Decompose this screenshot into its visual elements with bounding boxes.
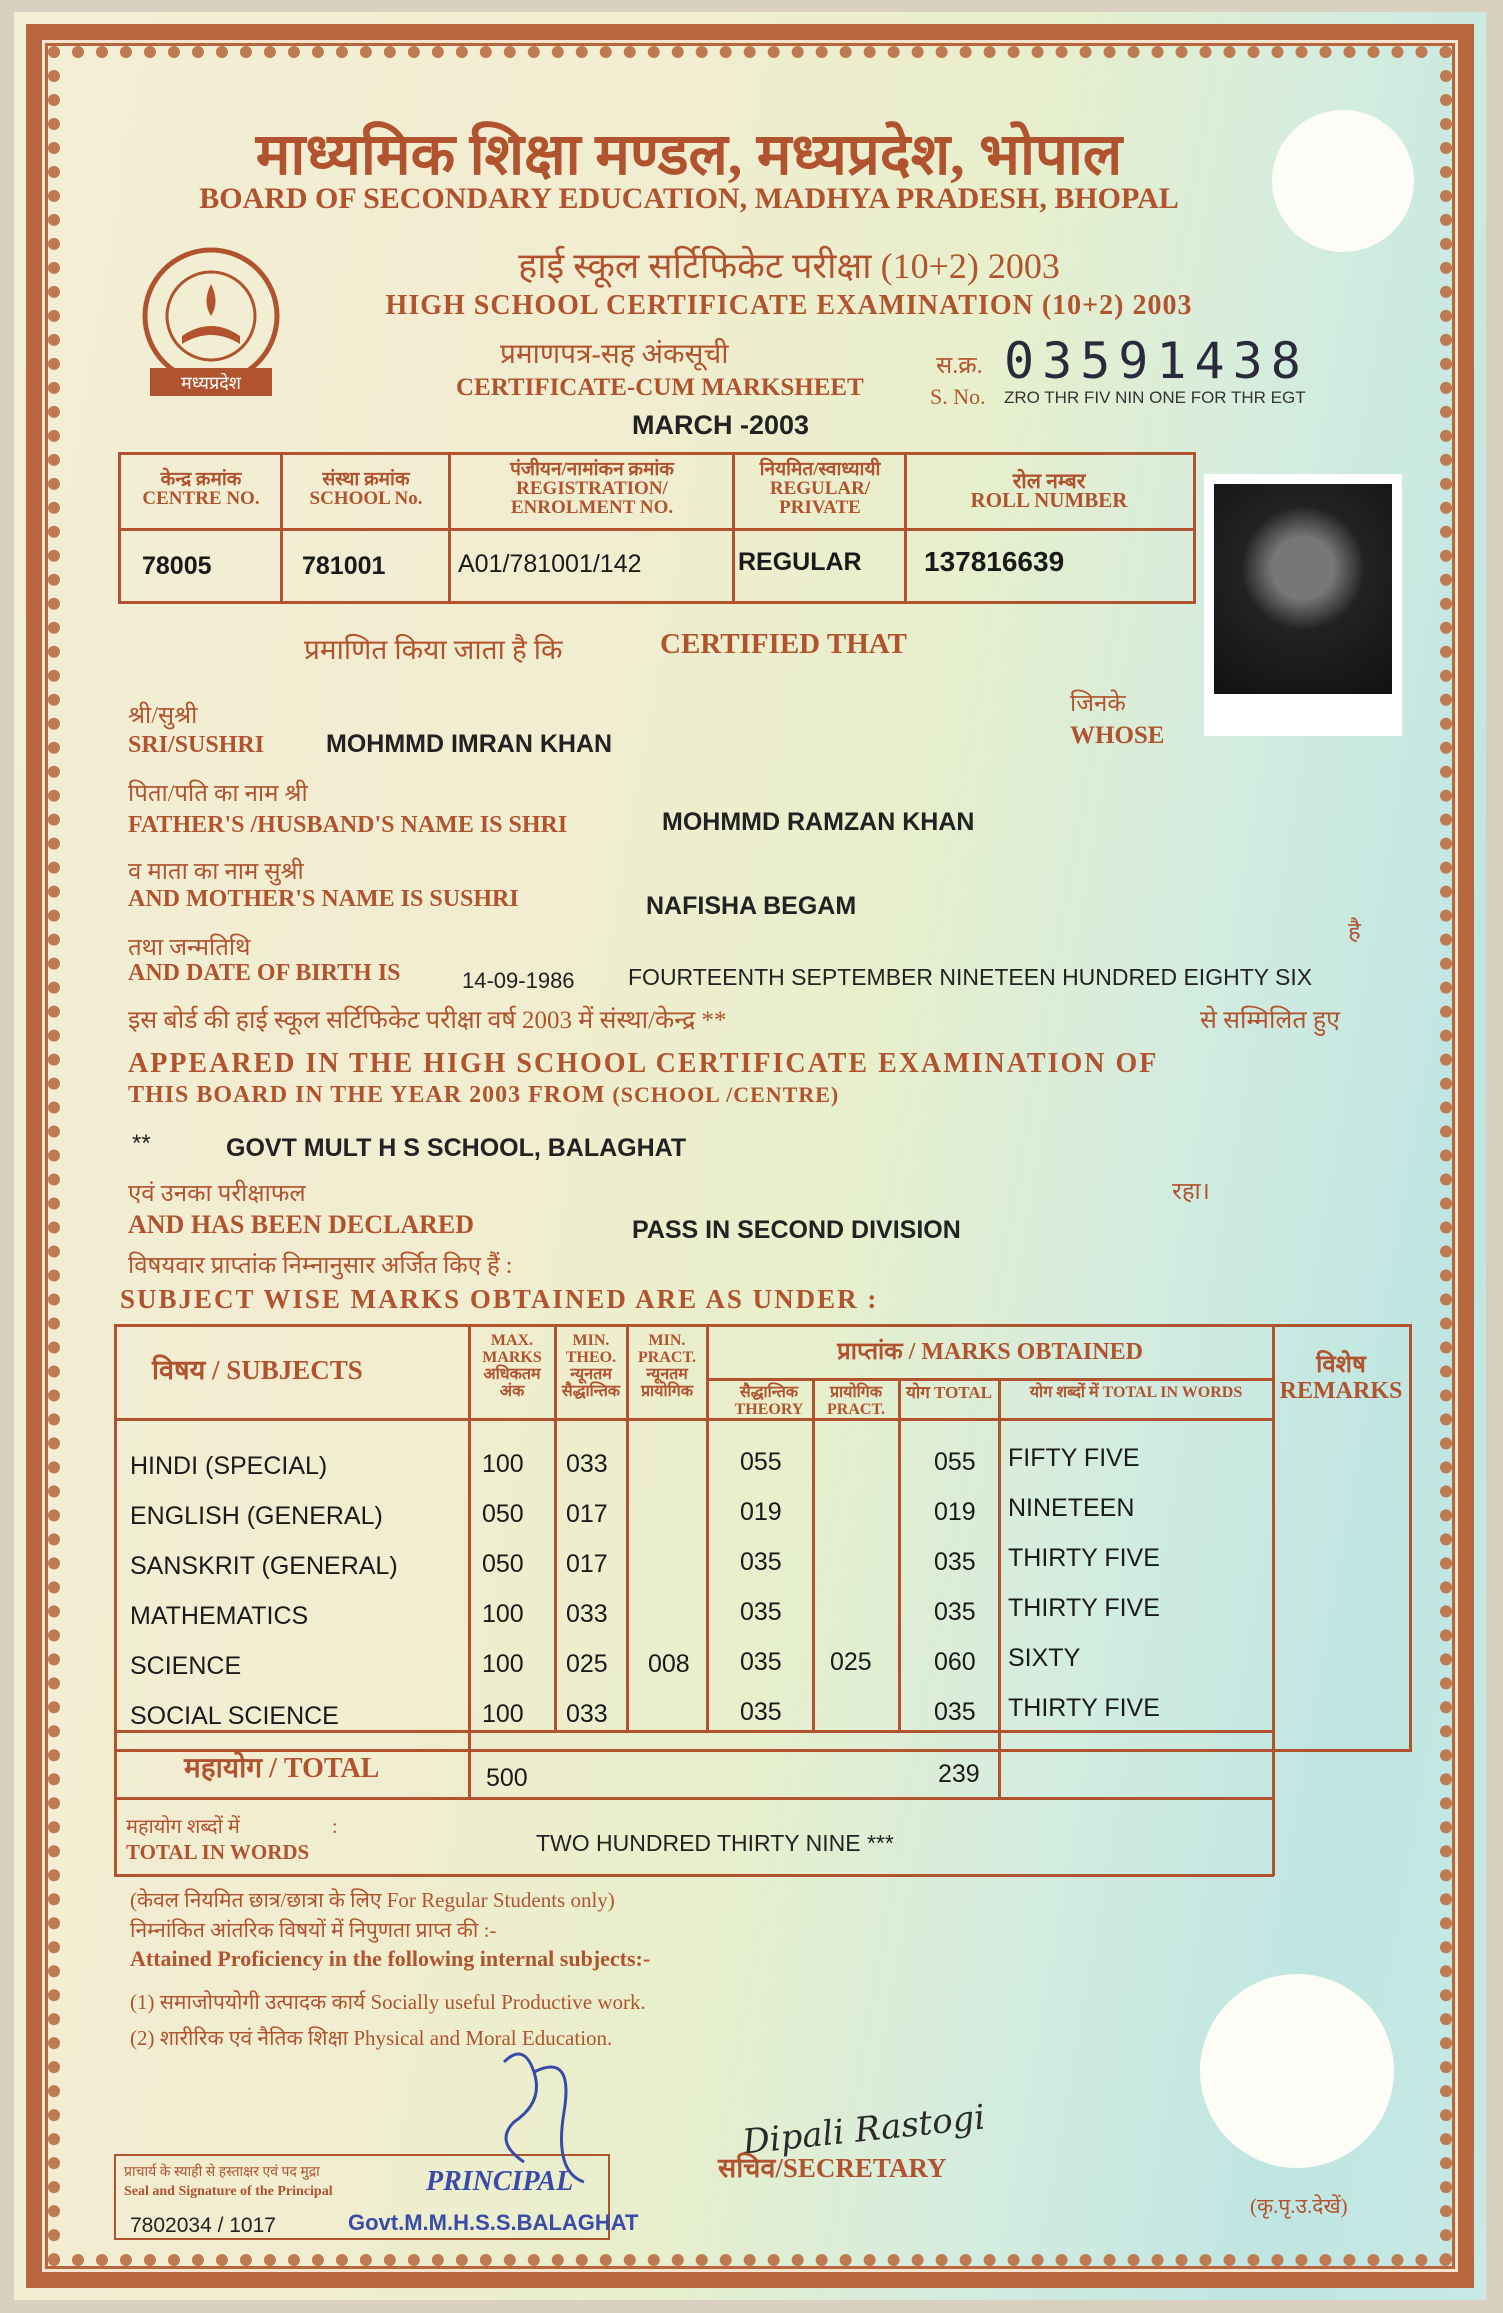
header-practical: प्रायोगिक PRACT. <box>827 1384 885 1418</box>
total-words: SIXTY <box>1008 1644 1081 1672</box>
exam-title-english: HIGH SCHOOL CERTIFICATE EXAMINATION (10+2) 2003 <box>385 290 1193 321</box>
candidate-name: MOHMMD IMRAN KHAN <box>326 730 613 758</box>
header-roll-number: रोल नम्बर ROLL NUMBER <box>970 469 1128 512</box>
theory-marks: 035 <box>740 1648 782 1676</box>
principal-seal-hindi: प्राचार्य के स्याही से हस्ताक्षर एवं पद मुद्रा <box>124 2165 320 2180</box>
serial-label-hindi: स.क्र. <box>936 353 983 379</box>
principal-stamp: PRINCIPAL <box>426 2166 574 2197</box>
whose-hindi: जिनके <box>1070 691 1126 717</box>
dob-label-hindi: तथा जन्मतिथि <box>128 935 251 961</box>
total-words: FIFTY FIVE <box>1008 1444 1140 1472</box>
result: PASS IN SECOND DIVISION <box>632 1216 961 1244</box>
header-min-theory: MIN. THEO. न्यूनतम सैद्धान्तिक <box>561 1332 621 1400</box>
grand-total-label: महायोग / TOTAL <box>184 1753 380 1784</box>
theory-marks: 035 <box>740 1698 782 1726</box>
school-name: GOVT MULT H S SCHOOL, BALAGHAT <box>226 1134 687 1162</box>
board-name-english: BOARD OF SECONDARY EDUCATION, MADHYA PRADESH, BHOPAL <box>199 182 1179 215</box>
marksheet <box>14 12 1486 2300</box>
header-total-in-words: योग शब्दों में TOTAL IN WORDS <box>1029 1384 1243 1401</box>
grand-total-max: 500 <box>486 1764 528 1792</box>
theory-marks: 035 <box>740 1598 782 1626</box>
certified-hindi: प्रमाणित किया जाता है कि <box>304 635 563 666</box>
serial-number: 03591438 <box>1004 332 1309 390</box>
principal-school-stamp: Govt.M.M.H.S.S.BALAGHAT <box>348 2210 639 2235</box>
max-marks: 050 <box>482 1550 524 1578</box>
total-marks: 035 <box>934 1698 976 1726</box>
hologram-spot <box>1200 1974 1394 2168</box>
max-marks: 100 <box>482 1700 524 1728</box>
header-school-no: संस्था क्रमांक SCHOOL No. <box>309 469 423 509</box>
min-theory: 017 <box>566 1500 608 1528</box>
secretary-signature: Dipali Rastogi <box>740 2097 988 2163</box>
header-subjects: विषय / SUBJECTS <box>152 1355 363 1385</box>
regular-students-note: (केवल नियमित छात्र/छात्रा के लिए For Regular Students only) <box>130 1888 615 1912</box>
appeared-hindi: इस बोर्ड की हाई स्कूल सर्टिफिकेट परीक्षा वर्ष 2003 में संस्था/केन्द्र ** <box>128 1007 727 1034</box>
total-marks: 019 <box>934 1498 976 1526</box>
certified-english: CERTIFIED THAT <box>660 628 907 660</box>
mother-name: NAFISHA BEGAM <box>646 892 857 920</box>
subject-name: MATHEMATICS <box>130 1602 309 1630</box>
total-words: THIRTY FIVE <box>1008 1544 1160 1572</box>
max-marks: 100 <box>482 1650 524 1678</box>
min-theory: 033 <box>566 1700 608 1728</box>
serial-label-english: S. No. <box>930 384 986 409</box>
school-no: 781001 <box>302 552 386 580</box>
header-min-practical: MIN. PRACT. न्यूनतम प्रायोगिक <box>638 1332 696 1400</box>
max-marks: 050 <box>482 1500 524 1528</box>
result-label-hindi: एवं उनका परीक्षाफल <box>128 1181 306 1207</box>
date-of-birth-words: FOURTEENTH SEPTEMBER NINETEEN HUNDRED EIGHTY SIX <box>628 964 1313 990</box>
dob-label-english: AND DATE OF BIRTH IS <box>128 960 401 986</box>
total-marks: 035 <box>934 1598 976 1626</box>
father-name: MOHMMD RAMZAN KHAN <box>662 808 975 836</box>
document-type-hindi: प्रमाणपत्र-सह अंकसूची <box>500 339 729 370</box>
candidate-type: REGULAR <box>738 548 862 576</box>
header-marks-obtained: प्राप्तांक / MARKS OBTAINED <box>837 1339 1143 1365</box>
proficiency-item-1: (1) समाजोपयोगी उत्पादक कार्य Socially useful Productive work. <box>130 1990 646 2014</box>
registration-no: A01/781001/142 <box>458 550 642 578</box>
name-label-english: SRI/SUSHRI <box>128 732 265 758</box>
exam-session: MARCH -2003 <box>632 410 810 440</box>
min-theory: 025 <box>566 1650 608 1678</box>
header-centre-no: केन्द्र क्रमांक CENTRE NO. <box>142 469 260 509</box>
principal-seal-english: Seal and Signature of the Principal <box>124 2184 333 2199</box>
result-end-hindi: रहा। <box>1172 1179 1210 1205</box>
board-seal-icon <box>122 244 300 402</box>
subject-name: ENGLISH (GENERAL) <box>130 1502 383 1530</box>
subject-wise-english: SUBJECT WISE MARKS OBTAINED ARE AS UNDER : <box>120 1284 879 1314</box>
candidate-photo <box>1204 474 1402 736</box>
min-theory: 033 <box>566 1600 608 1628</box>
seal-text: मध्यप्रदेश <box>180 373 242 394</box>
practical-marks: 025 <box>830 1648 872 1676</box>
total-marks: 035 <box>934 1548 976 1576</box>
total-marks: 060 <box>934 1648 976 1676</box>
board-name-hindi: माध्यमिक शिक्षा मण्डल, मध्यप्रदेश, भोपाल <box>255 122 1123 187</box>
appeared-english-line2: THIS BOARD IN THE YEAR 2003 FROM (SCHOOL /CENTRE) <box>128 1082 840 1108</box>
total-marks: 055 <box>934 1448 976 1476</box>
header-regular-private: नियमित/स्वाध्यायी REGULAR/ PRIVATE <box>759 459 881 518</box>
dob-suffix-hindi: है <box>1348 919 1361 945</box>
mother-label-hindi: व माता का नाम सुश्री <box>128 859 304 885</box>
theory-marks: 055 <box>740 1448 782 1476</box>
document-code: 7802034 / 1017 <box>130 2214 276 2237</box>
secretary-title: सचिव/SECRETARY <box>718 2153 947 2183</box>
header-registration-no: पंजीयन/नामांकन क्रमांक REGISTRATION/ ENROLMENT NO. <box>510 459 674 518</box>
header-max-marks: MAX. MARKS अधिकतम अंक <box>482 1332 542 1400</box>
total-words: NINETEEN <box>1008 1494 1135 1522</box>
centre-no: 78005 <box>142 552 212 580</box>
hologram-spot <box>1272 110 1414 252</box>
header-total: योग TOTAL <box>905 1383 993 1402</box>
document-type-english: CERTIFICATE-CUM MARKSHEET <box>456 374 864 401</box>
serial-words: ZRO THR FIV NIN ONE FOR THR EGT <box>1004 388 1306 407</box>
whose-english: WHOSE <box>1070 722 1165 749</box>
min-practical: 008 <box>648 1650 690 1678</box>
min-theory: 033 <box>566 1450 608 1478</box>
school-marker: ** <box>132 1130 151 1157</box>
appeared-hindi-end: से सम्मिलित हुए <box>1200 1007 1340 1034</box>
min-theory: 017 <box>566 1550 608 1578</box>
total-in-words: TWO HUNDRED THIRTY NINE *** <box>536 1830 894 1856</box>
proficiency-item-2: (2) शारीरिक एवं नैतिक शिक्षा Physical and Moral Education. <box>130 2026 613 2050</box>
exam-title-hindi: हाई स्कूल सर्टिफिकेट परीक्षा (10+2) 2003 <box>518 246 1060 286</box>
appeared-english-line1: APPEARED IN THE HIGH SCHOOL CERTIFICATE EXAMINATION OF <box>128 1048 1159 1079</box>
theory-marks: 019 <box>740 1498 782 1526</box>
total-in-words-label-english: TOTAL IN WORDS <box>126 1840 310 1864</box>
grand-total-obtained: 239 <box>938 1760 980 1788</box>
total-in-words-colon: : <box>332 1816 338 1838</box>
header-remarks: विशेष REMARKS <box>1279 1352 1403 1404</box>
name-label-hindi: श्री/सुश्री <box>128 703 198 729</box>
total-words: THIRTY FIVE <box>1008 1694 1160 1722</box>
date-of-birth: 14-09-1986 <box>462 968 575 993</box>
result-label-english: AND HAS BEEN DECLARED <box>128 1210 474 1239</box>
subject-name: SOCIAL SCIENCE <box>130 1702 339 1730</box>
subject-wise-hindi: विषयवार प्राप्तांक निम्नानुसार अर्जित किए हैं : <box>128 1253 513 1279</box>
turn-over-note: (कृ.पृ.उ.देखें) <box>1250 2194 1348 2218</box>
subject-name: SCIENCE <box>130 1652 242 1680</box>
header-theory: सैद्धान्तिक THEORY <box>734 1384 804 1418</box>
subject-name: SANSKRIT (GENERAL) <box>130 1552 398 1580</box>
attained-hindi: निम्नांकित आंतरिक विषयों में निपुणता प्राप्त की :- <box>130 1918 497 1942</box>
max-marks: 100 <box>482 1600 524 1628</box>
attained-english: Attained Proficiency in the following internal subjects:- <box>130 1946 651 1971</box>
father-label-english: FATHER'S /HUSBAND'S NAME IS SHRI <box>128 812 568 838</box>
roll-number: 137816639 <box>924 546 1065 577</box>
father-label-hindi: पिता/पति का नाम श्री <box>128 781 308 807</box>
total-words: THIRTY FIVE <box>1008 1594 1160 1622</box>
max-marks: 100 <box>482 1450 524 1478</box>
subject-name: HINDI (SPECIAL) <box>130 1452 328 1480</box>
mother-label-english: AND MOTHER'S NAME IS SUSHRI <box>128 886 519 912</box>
theory-marks: 035 <box>740 1548 782 1576</box>
total-in-words-label-hindi: महायोग शब्दों में <box>126 1816 240 1838</box>
